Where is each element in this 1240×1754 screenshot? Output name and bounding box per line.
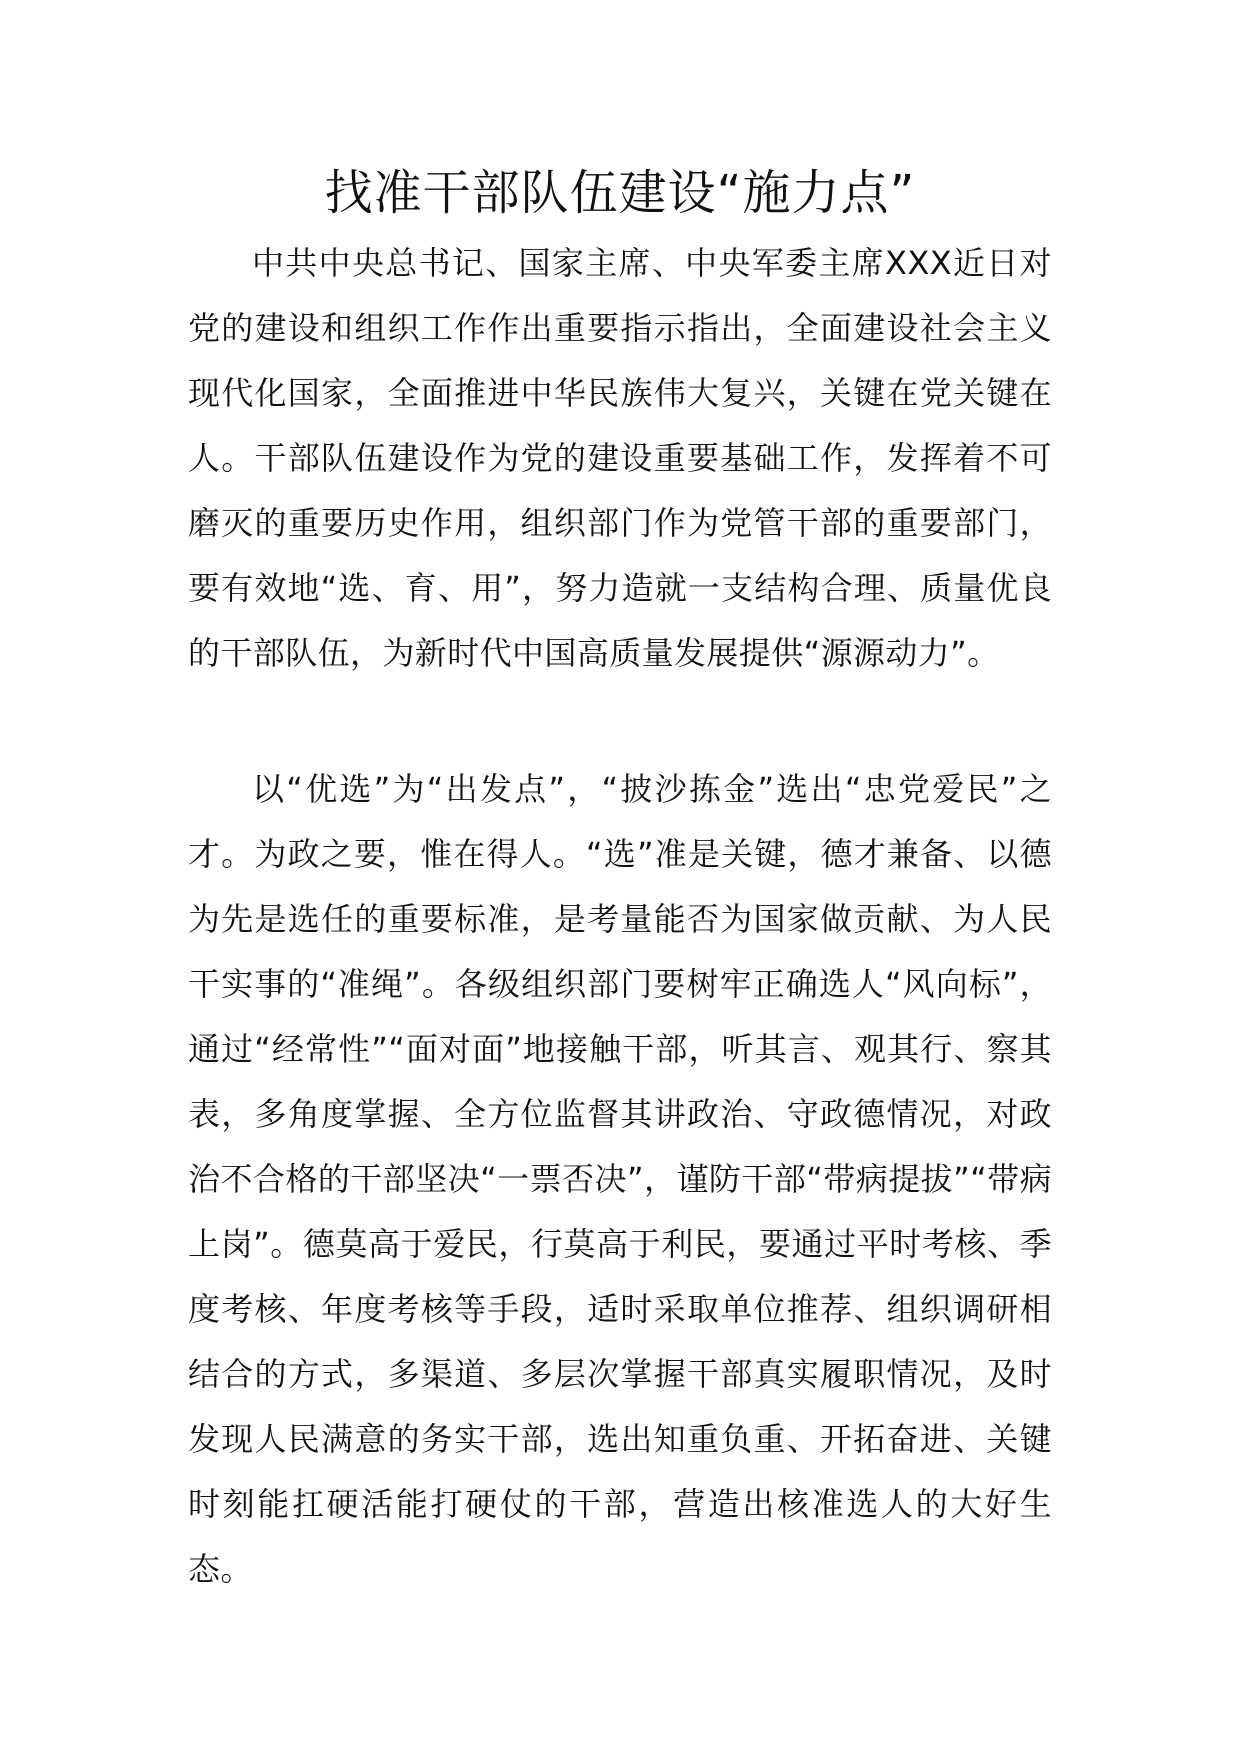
paragraph-1: 中共中央总书记、国家主席、中央军委主席XXX近日对党的建设和组织工作作出重要指示指出，全面建设社会主义现代化国家，全面推进中华民族伟大复兴，关键在党关键在人。干部队伍建设作为党的建设重要基础工作，发挥着不可磨灭的重要历史作用，组织部门作为党管干部的重要部门，要有效地“选、育、用”，努力造就一支结构合理、质量优良的干部队伍，为新时代中国高质量发展提供“源源动力”。 [188, 244, 1052, 672]
document-title: 找准干部队伍建设“施力点” [324, 165, 916, 221]
paragraph-2: 以“优选”为“出发点”，“披沙拣金”选出“忠党爱民”之才。为政之要，惟在得人。“选”准是关键，德才兼备、以德为先是选任的重要标准，是考量能否为国家做贡献、为人民干实事的“准绳”。各级组织部门要树牢正确选人“风向标”，通过“经常性”“面对面”地接触干部，听其言、观其行、察其表，多角度掌握、全方位监督其讲政治、守政德情况，对政治不合格的干部坚决“一票否决”，谨防干部“带病提拔”“带病上岗”。德莫高于爱民，行莫高于利民，要通过平时考核、季度考核、年度考核等手段，适时采取单位推荐、组织调研相结合的方式，多渠道、多层次掌握干部真实履职情况，及时发现人民满意的务实干部，选出知重负重、开拓奋进、关键时刻能扛硬活能打硬仗的干部，营造出核准选人的大好生态。 [188, 770, 1052, 1588]
